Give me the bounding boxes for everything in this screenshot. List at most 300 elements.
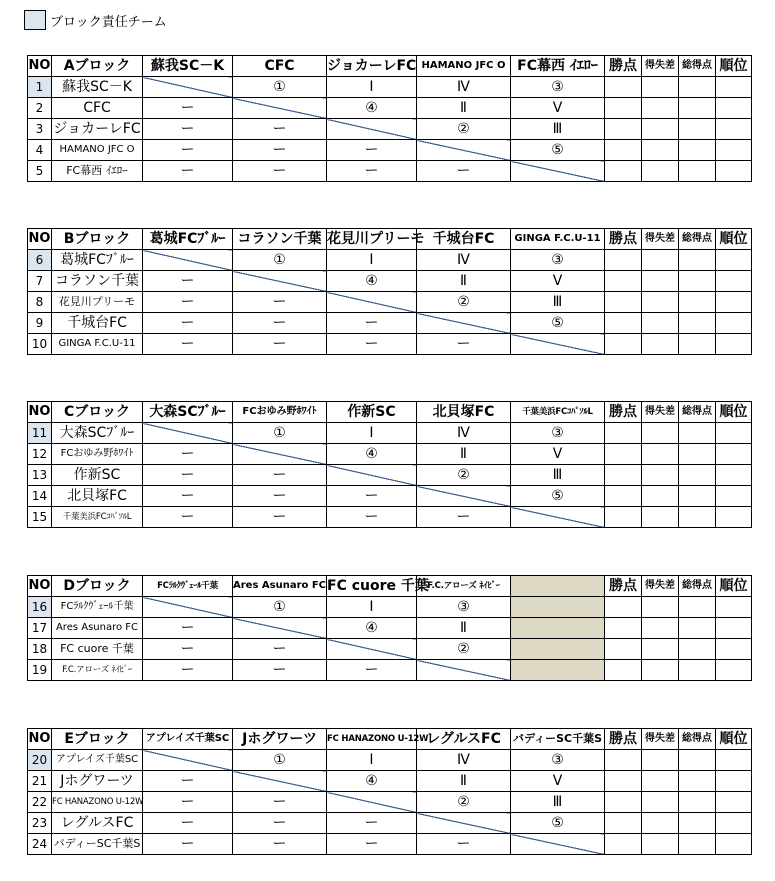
opponent-header: コラソン千葉 [233, 229, 327, 250]
goal-diff-cell [642, 98, 679, 119]
team-row [28, 140, 752, 161]
team-number: 16 [28, 597, 52, 618]
block-table [27, 728, 752, 855]
opponent-header: レグルスFC [417, 729, 511, 750]
match-cell: ー [143, 639, 233, 660]
rank-header: 順位 [716, 729, 752, 750]
match-cell: Ⅰ [327, 250, 417, 271]
team-number: 20 [28, 750, 52, 771]
team-name: 北貝塚FC [52, 486, 143, 507]
team-number: 23 [28, 813, 52, 834]
match-cell: Ⅳ [417, 423, 511, 444]
match-cell: ー [143, 618, 233, 639]
win-points-cell [605, 444, 642, 465]
match-cell: Ⅰ [327, 750, 417, 771]
self-match-cell [511, 834, 605, 855]
match-cell: ① [233, 750, 327, 771]
empty-cell [511, 618, 605, 639]
match-cell: ⑤ [511, 313, 605, 334]
self-match-cell [417, 660, 511, 681]
win-points-cell [605, 618, 642, 639]
team-number: 3 [28, 119, 52, 140]
self-match-cell [233, 271, 327, 292]
rank-cell [716, 250, 752, 271]
win-points-cell [605, 423, 642, 444]
win-points-header: 勝点 [605, 56, 642, 77]
opponent-header: 蘇我SC－K [143, 56, 233, 77]
team-number: 24 [28, 834, 52, 855]
match-cell: ー [327, 140, 417, 161]
win-points-header: 勝点 [605, 402, 642, 423]
match-cell: ー [233, 313, 327, 334]
total-goals-header: 総得点 [679, 56, 716, 77]
win-points-cell [605, 292, 642, 313]
match-cell: ー [327, 334, 417, 355]
opponent-header: 千葉美浜FCｺﾊﾟｿﾙL [511, 402, 605, 423]
goal-diff-cell [642, 507, 679, 528]
goal-diff-cell [642, 660, 679, 681]
rank-header: 順位 [716, 402, 752, 423]
rank-cell [716, 98, 752, 119]
self-match-cell [417, 313, 511, 334]
total-goals-cell [679, 465, 716, 486]
win-points-cell [605, 486, 642, 507]
match-cell: ー [143, 271, 233, 292]
goal-diff-cell [642, 618, 679, 639]
team-name: FC幕西 ｲｴﾛｰ [52, 161, 143, 182]
block-d [27, 575, 751, 681]
match-cell: ー [233, 334, 327, 355]
opponent-header: FCﾗﾙｸｳﾞｪｰﾙ千葉 [143, 576, 233, 597]
match-cell: Ⅱ [417, 618, 511, 639]
team-name: FC cuore 千葉 [52, 639, 143, 660]
team-number: 17 [28, 618, 52, 639]
team-row [28, 771, 752, 792]
opponent-header: バディーSC千葉S [511, 729, 605, 750]
goal-diff-cell [642, 140, 679, 161]
total-goals-cell [679, 423, 716, 444]
rank-cell [716, 271, 752, 292]
match-cell: ー [233, 292, 327, 313]
legend [24, 9, 167, 31]
team-number: 12 [28, 444, 52, 465]
rank-cell [716, 292, 752, 313]
win-points-cell [605, 140, 642, 161]
match-cell: Ⅴ [511, 771, 605, 792]
match-cell: Ⅳ [417, 250, 511, 271]
total-goals-header: 総得点 [679, 229, 716, 250]
goal-diff-cell [642, 750, 679, 771]
empty-cell [511, 597, 605, 618]
win-points-cell [605, 119, 642, 140]
block-name: Dブロック [52, 576, 143, 597]
header-row [28, 576, 752, 597]
self-match-cell [233, 98, 327, 119]
team-row [28, 271, 752, 292]
opponent-header: Ares Asunaro FC [233, 576, 327, 597]
opponent-header: Jホグワーツ [233, 729, 327, 750]
match-cell: ② [417, 792, 511, 813]
team-number: 2 [28, 98, 52, 119]
team-name: GINGA F.C.U-11 [52, 334, 143, 355]
match-cell: ④ [327, 444, 417, 465]
team-name: 作新SC [52, 465, 143, 486]
match-cell: Ⅱ [417, 771, 511, 792]
goal-diff-cell [642, 313, 679, 334]
match-cell: Ⅴ [511, 98, 605, 119]
goal-diff-header: 得失差 [642, 229, 679, 250]
goal-diff-cell [642, 292, 679, 313]
goal-diff-cell [642, 271, 679, 292]
match-cell: ③ [511, 250, 605, 271]
match-cell: ー [233, 639, 327, 660]
win-points-cell [605, 750, 642, 771]
self-match-cell [417, 813, 511, 834]
team-name: 千城台FC [52, 313, 143, 334]
rank-cell [716, 507, 752, 528]
total-goals-cell [679, 486, 716, 507]
self-match-cell [143, 423, 233, 444]
match-cell: ー [327, 813, 417, 834]
self-match-cell [327, 119, 417, 140]
match-cell: ④ [327, 771, 417, 792]
self-match-cell [143, 597, 233, 618]
total-goals-cell [679, 750, 716, 771]
team-row [28, 77, 752, 98]
match-cell: ー [233, 140, 327, 161]
match-cell: ー [233, 792, 327, 813]
opponent-header: FCおゆみ野ﾎﾜｲﾄ [233, 402, 327, 423]
self-match-cell [233, 771, 327, 792]
rank-cell [716, 771, 752, 792]
header-row [28, 729, 752, 750]
goal-diff-header: 得失差 [642, 56, 679, 77]
match-cell: ー [327, 660, 417, 681]
team-row [28, 161, 752, 182]
rank-cell [716, 486, 752, 507]
match-cell: ⑤ [511, 140, 605, 161]
match-cell: ③ [417, 597, 511, 618]
team-name: 葛城FCﾌﾞﾙｰ [52, 250, 143, 271]
opponent-header: FC cuore 千葉 [327, 576, 417, 597]
match-cell: ー [143, 834, 233, 855]
match-cell: ー [143, 119, 233, 140]
opponent-header: 作新SC [327, 402, 417, 423]
match-cell: ー [143, 792, 233, 813]
team-name: 花見川プリーモ [52, 292, 143, 313]
legend-label: ブロック責任チーム [50, 14, 167, 30]
total-goals-cell [679, 597, 716, 618]
goal-diff-cell [642, 77, 679, 98]
opponent-header: CFC [233, 56, 327, 77]
match-cell: ー [143, 465, 233, 486]
total-goals-header: 総得点 [679, 576, 716, 597]
match-cell: ー [233, 119, 327, 140]
team-number: 22 [28, 792, 52, 813]
block-table [27, 228, 752, 355]
team-row [28, 507, 752, 528]
match-cell: ー [327, 161, 417, 182]
match-cell: ー [143, 292, 233, 313]
team-row [28, 834, 752, 855]
rank-header: 順位 [716, 56, 752, 77]
match-cell: ② [417, 292, 511, 313]
self-match-cell [327, 465, 417, 486]
team-name: 千葉美浜FCｺﾊﾟｿﾙL [52, 507, 143, 528]
block-name: Eブロック [52, 729, 143, 750]
empty-cell [511, 660, 605, 681]
total-goals-cell [679, 292, 716, 313]
match-cell: Ⅲ [511, 465, 605, 486]
self-match-cell [417, 486, 511, 507]
rank-cell [716, 834, 752, 855]
block-name: Bブロック [52, 229, 143, 250]
legend-swatch [24, 10, 46, 30]
team-number: 5 [28, 161, 52, 182]
match-cell: ① [233, 423, 327, 444]
self-match-cell [511, 507, 605, 528]
team-row [28, 444, 752, 465]
win-points-cell [605, 660, 642, 681]
match-cell: Ⅳ [417, 77, 511, 98]
block-e [27, 728, 751, 855]
match-cell: ② [417, 639, 511, 660]
team-number: 18 [28, 639, 52, 660]
match-cell: Ⅱ [417, 98, 511, 119]
match-cell: ー [233, 813, 327, 834]
match-cell: ー [417, 161, 511, 182]
match-cell: Ⅳ [417, 750, 511, 771]
match-cell: ー [417, 334, 511, 355]
goal-diff-cell [642, 771, 679, 792]
self-match-cell [511, 161, 605, 182]
goal-diff-cell [642, 597, 679, 618]
win-points-cell [605, 834, 642, 855]
team-row [28, 750, 752, 771]
total-goals-cell [679, 507, 716, 528]
match-cell: ー [143, 507, 233, 528]
match-cell: Ⅲ [511, 792, 605, 813]
team-number: 11 [28, 423, 52, 444]
team-name: レグルスFC [52, 813, 143, 834]
opponent-header: アプレイズ千葉SC [143, 729, 233, 750]
total-goals-cell [679, 119, 716, 140]
team-row [28, 660, 752, 681]
goal-diff-cell [642, 813, 679, 834]
opponent-header: FC幕西 ｲｴﾛｰ [511, 56, 605, 77]
rank-cell [716, 660, 752, 681]
rank-cell [716, 334, 752, 355]
self-match-cell [417, 140, 511, 161]
win-points-cell [605, 313, 642, 334]
match-cell: ④ [327, 618, 417, 639]
goal-diff-cell [642, 250, 679, 271]
win-points-cell [605, 98, 642, 119]
rank-cell [716, 444, 752, 465]
opponent-header: F.C.アローズ ﾈｲﾋﾞｰ [417, 576, 511, 597]
no-header: NO [28, 229, 52, 250]
block-c [27, 401, 751, 528]
goal-diff-cell [642, 444, 679, 465]
match-cell: ② [417, 465, 511, 486]
total-goals-cell [679, 313, 716, 334]
team-name: Jホグワーツ [52, 771, 143, 792]
no-header: NO [28, 56, 52, 77]
opponent-header: HAMANO JFC O [417, 56, 511, 77]
team-row [28, 423, 752, 444]
block-table [27, 575, 752, 681]
goal-diff-cell [642, 792, 679, 813]
match-cell: ー [327, 507, 417, 528]
match-cell: ー [233, 660, 327, 681]
rank-cell [716, 161, 752, 182]
self-match-cell [233, 444, 327, 465]
total-goals-cell [679, 639, 716, 660]
team-name: CFC [52, 98, 143, 119]
team-row [28, 313, 752, 334]
total-goals-cell [679, 140, 716, 161]
team-name: HAMANO JFC O [52, 140, 143, 161]
match-cell: ー [233, 507, 327, 528]
match-cell: ③ [511, 77, 605, 98]
block-name: Aブロック [52, 56, 143, 77]
team-number: 13 [28, 465, 52, 486]
team-name: FCおゆみ野ﾎﾜｲﾄ [52, 444, 143, 465]
team-name: FC HANAZONO U-12W [52, 792, 143, 813]
block-a [27, 55, 751, 182]
rank-cell [716, 313, 752, 334]
win-points-cell [605, 639, 642, 660]
team-name: アプレイズ千葉SC [52, 750, 143, 771]
total-goals-cell [679, 77, 716, 98]
header-row [28, 229, 752, 250]
opponent-header: 花見川プリーモ [327, 229, 417, 250]
match-cell: Ⅲ [511, 119, 605, 140]
team-row [28, 597, 752, 618]
team-row [28, 98, 752, 119]
total-goals-cell [679, 161, 716, 182]
win-points-cell [605, 771, 642, 792]
team-name: FCﾗﾙｸｳﾞｪｰﾙ千葉 [52, 597, 143, 618]
no-header: NO [28, 729, 52, 750]
team-name: ジョカーレFC [52, 119, 143, 140]
team-name: 大森SCﾌﾞﾙｰ [52, 423, 143, 444]
team-row [28, 119, 752, 140]
total-goals-cell [679, 834, 716, 855]
match-cell: ③ [511, 750, 605, 771]
match-cell: ー [233, 465, 327, 486]
opponent-header: 葛城FCﾌﾞﾙｰ [143, 229, 233, 250]
win-points-cell [605, 161, 642, 182]
empty-cell [511, 639, 605, 660]
opponent-header: 千城台FC [417, 229, 511, 250]
team-number: 8 [28, 292, 52, 313]
team-number: 19 [28, 660, 52, 681]
goal-diff-cell [642, 161, 679, 182]
goal-diff-cell [642, 423, 679, 444]
win-points-header: 勝点 [605, 729, 642, 750]
match-cell: ー [143, 334, 233, 355]
team-row [28, 813, 752, 834]
team-number: 4 [28, 140, 52, 161]
match-cell: ー [143, 140, 233, 161]
rank-cell [716, 77, 752, 98]
self-match-cell [233, 618, 327, 639]
goal-diff-header: 得失差 [642, 402, 679, 423]
rank-cell [716, 119, 752, 140]
win-points-cell [605, 250, 642, 271]
match-cell: Ⅰ [327, 597, 417, 618]
match-cell: ー [143, 660, 233, 681]
win-points-cell [605, 813, 642, 834]
empty-header [511, 576, 605, 597]
match-cell: ー [327, 834, 417, 855]
total-goals-header: 総得点 [679, 402, 716, 423]
rank-cell [716, 813, 752, 834]
team-number: 9 [28, 313, 52, 334]
total-goals-cell [679, 271, 716, 292]
win-points-cell [605, 792, 642, 813]
team-name: 蘇我SC－K [52, 77, 143, 98]
team-row [28, 334, 752, 355]
match-cell: ー [233, 486, 327, 507]
match-cell: ① [233, 77, 327, 98]
win-points-cell [605, 507, 642, 528]
team-number: 1 [28, 77, 52, 98]
goal-diff-cell [642, 119, 679, 140]
win-points-cell [605, 597, 642, 618]
match-cell: ① [233, 597, 327, 618]
match-cell: ー [143, 444, 233, 465]
total-goals-cell [679, 813, 716, 834]
rank-cell [716, 140, 752, 161]
self-match-cell [327, 292, 417, 313]
header-row [28, 402, 752, 423]
total-goals-cell [679, 771, 716, 792]
rank-cell [716, 465, 752, 486]
total-goals-cell [679, 792, 716, 813]
win-points-cell [605, 77, 642, 98]
match-cell: ー [417, 834, 511, 855]
rank-header: 順位 [716, 576, 752, 597]
total-goals-cell [679, 334, 716, 355]
win-points-cell [605, 271, 642, 292]
match-cell: ー [233, 834, 327, 855]
match-cell: Ⅱ [417, 444, 511, 465]
team-number: 15 [28, 507, 52, 528]
match-cell: ④ [327, 98, 417, 119]
goal-diff-cell [642, 465, 679, 486]
opponent-header: GINGA F.C.U-11 [511, 229, 605, 250]
goal-diff-cell [642, 834, 679, 855]
win-points-header: 勝点 [605, 576, 642, 597]
team-row [28, 465, 752, 486]
team-row [28, 292, 752, 313]
goal-diff-cell [642, 334, 679, 355]
opponent-header: FC HANAZONO U-12W [327, 729, 417, 750]
goal-diff-cell [642, 639, 679, 660]
match-cell: ー [143, 486, 233, 507]
opponent-header: ジョカーレFC [327, 56, 417, 77]
team-number: 21 [28, 771, 52, 792]
self-match-cell [511, 334, 605, 355]
match-cell: ー [143, 313, 233, 334]
block-table [27, 401, 752, 528]
match-cell: ー [327, 486, 417, 507]
self-match-cell [143, 77, 233, 98]
match-cell: Ⅰ [327, 77, 417, 98]
team-number: 10 [28, 334, 52, 355]
